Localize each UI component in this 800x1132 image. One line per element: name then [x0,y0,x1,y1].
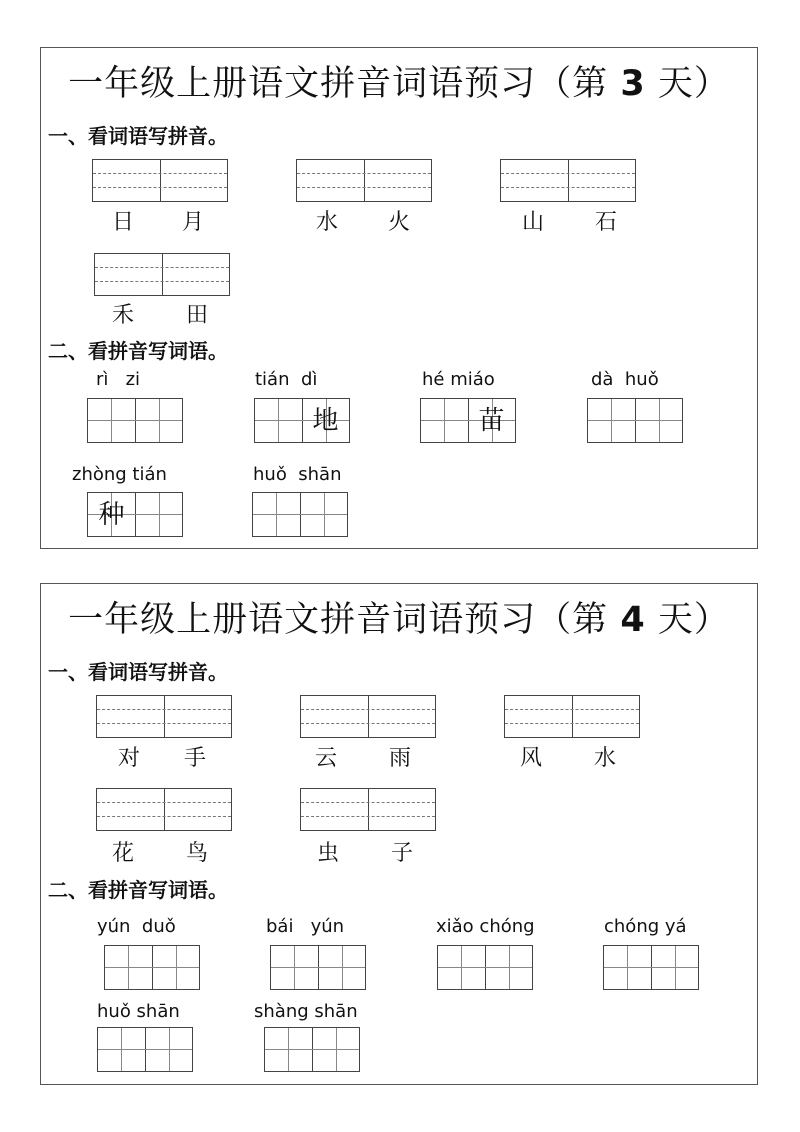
pinyin-prompt: bái yún [266,916,345,937]
character-grid[interactable] [587,398,683,443]
pinyin-writing-box[interactable] [504,695,640,738]
pinyin-writing-box[interactable] [500,159,636,202]
character-grid[interactable] [97,1027,193,1072]
character-grid[interactable] [437,945,533,990]
pinyin-writing-box[interactable] [300,695,436,738]
given-character: 种 [98,500,125,530]
word-character: 雨 [388,746,411,771]
character-grid[interactable] [252,492,348,537]
word-character: 火 [387,210,410,235]
pinyin-writing-box[interactable] [96,788,232,831]
day-number: 3 [620,64,646,104]
word-character: 日 [111,210,134,235]
pinyin-prompt: huǒ shān [97,1001,180,1022]
section-heading-write-words: 二、看拼音写词语。 [48,878,228,902]
character-grid[interactable] [264,1027,360,1072]
section-heading-write-pinyin: 一、看词语写拼音。 [48,124,228,148]
pinyin-prompt: xiǎo chóng [436,916,535,937]
pinyin-prompt: zhòng tián [72,464,167,485]
day-number: 4 [620,600,646,640]
pinyin-prompt: rì zi [96,369,141,390]
word-character: 云 [314,746,337,771]
word-character: 鸟 [185,841,208,866]
character-grid[interactable] [87,492,183,537]
word-character: 禾 [111,303,134,328]
pinyin-prompt: chóng yá [604,916,687,937]
word-character: 对 [117,746,140,771]
pinyin-prompt: hé miáo [422,369,495,390]
character-grid[interactable] [104,945,200,990]
section-heading-write-pinyin: 一、看词语写拼音。 [48,660,228,684]
pinyin-writing-box[interactable] [92,159,228,202]
word-character: 水 [315,210,338,235]
pinyin-prompt: shàng shān [254,1001,358,1022]
word-character: 月 [181,210,204,235]
pinyin-writing-box[interactable] [96,695,232,738]
word-character: 子 [390,841,413,866]
word-character: 花 [111,841,134,866]
pinyin-writing-box[interactable] [300,788,436,831]
pinyin-prompt: tián dì [255,369,318,390]
section-heading-write-words: 二、看拼音写词语。 [48,339,228,363]
pinyin-prompt: yún duǒ [97,916,176,937]
worksheet-title: 一年级上册语文拼音词语预习（第 4 天） [68,600,730,640]
word-character: 风 [519,746,542,771]
worksheet-title: 一年级上册语文拼音词语预习（第 3 天） [68,64,730,104]
word-character: 田 [185,303,208,328]
character-grid[interactable] [254,398,350,443]
worksheet-day-4 [40,583,758,1085]
given-character: 地 [312,406,339,436]
character-grid[interactable] [87,398,183,443]
character-grid[interactable] [603,945,699,990]
pinyin-writing-box[interactable] [94,253,230,296]
word-character: 水 [593,746,616,771]
pinyin-writing-box[interactable] [296,159,432,202]
character-grid[interactable] [270,945,366,990]
pinyin-prompt: dà huǒ [591,369,659,390]
pinyin-prompt: huǒ shān [253,464,342,485]
worksheet-day-3 [40,47,758,549]
word-character: 石 [594,210,617,235]
word-character: 虫 [316,841,339,866]
word-character: 山 [521,210,544,235]
character-grid[interactable] [420,398,516,443]
given-character: 苗 [478,406,505,436]
word-character: 手 [183,746,206,771]
